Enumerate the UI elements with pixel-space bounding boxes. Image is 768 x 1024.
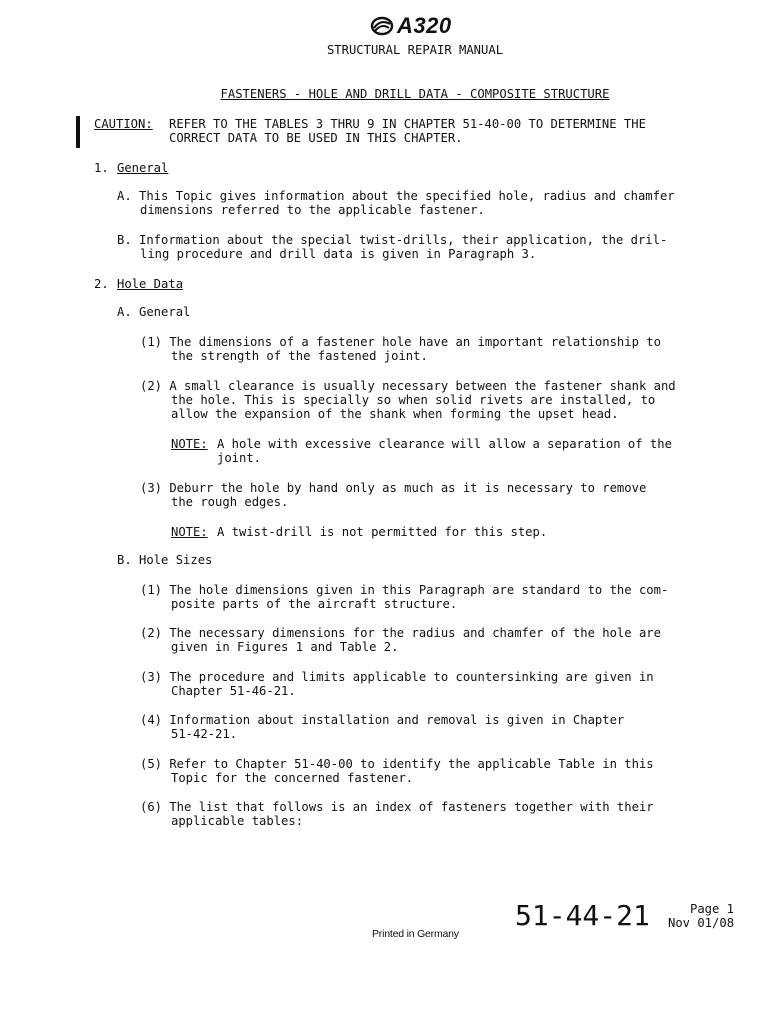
section-2-number: 2. [94,277,109,291]
topic-title: FASTENERS - HOLE AND DRILL DATA - COMPOSITE STRUCTURE [220,87,610,101]
para-2b2-line-1: (2) The necessary dimensions for the radius and chamfer of the hole are [140,626,661,640]
para-1b-line-2: ling procedure and drill data is given in Paragraph 3. [140,247,537,261]
note-1-line-2: joint. [217,451,262,465]
para-2a-title: A. General [117,305,191,319]
para-2b5-line-1: (5) Refer to Chapter 51-40-00 to identify the applicable Table in this [140,757,654,771]
para-2a3-line-1: (3) Deburr the hole by hand only as much as it is necessary to remove [140,481,647,495]
para-2b3-line-2: Chapter 51-46-21. [171,684,296,698]
revision-change-bar [76,116,80,148]
para-2a2-line-3: allow the expansion of the shank when forming the upset head. [171,407,619,421]
airbus-swirl-icon [370,15,394,37]
para-2a1-line-1: (1) The dimensions of a fastener hole have an important relationship to [140,335,661,349]
para-2b-title: B. Hole Sizes [117,553,213,567]
caution-label: CAUTION: [94,117,153,131]
manual-title: STRUCTURAL REPAIR MANUAL [326,43,504,57]
note-2-text: A twist-drill is not permitted for this step. [217,525,548,539]
note-1-line-1: A hole with excessive clearance will allow a separation of the [217,437,672,451]
para-2b4-line-1: (4) Information about installation and removal is given in Chapter [140,713,625,727]
airbus-logo [370,14,452,38]
para-2b2-line-2: given in Figures 1 and Table 2. [171,640,399,654]
aircraft-model: A320 [397,12,452,38]
chapter-reference: 51-44-21 [515,899,650,932]
para-2a3-line-2: the rough edges. [171,495,289,509]
para-2b1-line-1: (1) The hole dimensions given in this Paragraph are standard to the com- [140,583,669,597]
page-number: Page 1 [690,902,735,916]
para-2b4-line-2: 51-42-21. [171,727,238,741]
revision-date: Nov 01/08 [668,916,735,930]
para-2b6-line-2: applicable tables: [171,814,304,828]
section-1-number: 1. [94,161,109,175]
note-2-label: NOTE: [171,525,208,539]
para-2b6-line-1: (6) The list that follows is an index of fasteners together with their [140,800,654,814]
note-1-label: NOTE: [171,437,208,451]
caution-line-2: CORRECT DATA TO BE USED IN THIS CHAPTER. [169,131,463,145]
para-1a-line-2: dimensions referred to the applicable fastener. [140,203,485,217]
para-2a2-line-1: (2) A small clearance is usually necessary between the fastener shank and [140,379,676,393]
para-2b3-line-1: (3) The procedure and limits applicable to countersinking are given in [140,670,654,684]
para-2a1-line-2: the strength of the fastened joint. [171,349,428,363]
para-2b1-line-2: posite parts of the aircraft structure. [171,597,458,611]
para-1b-line-1: B. Information about the special twist-drills, their application, the dril- [117,233,668,247]
printed-in-note: Printed in Germany [372,928,459,940]
para-2b5-line-2: Topic for the concerned fastener. [171,771,414,785]
para-2a2-line-2: the hole. This is specially so when solid rivets are installed, to [171,393,656,407]
section-2-title: Hole Data [117,277,184,291]
caution-line-1: REFER TO THE TABLES 3 THRU 9 IN CHAPTER 51-40-00 TO DETERMINE THE [169,117,646,131]
section-1-title: General [117,161,169,175]
para-1a-line-1: A. This Topic gives information about the specified hole, radius and chamfer [117,189,675,203]
